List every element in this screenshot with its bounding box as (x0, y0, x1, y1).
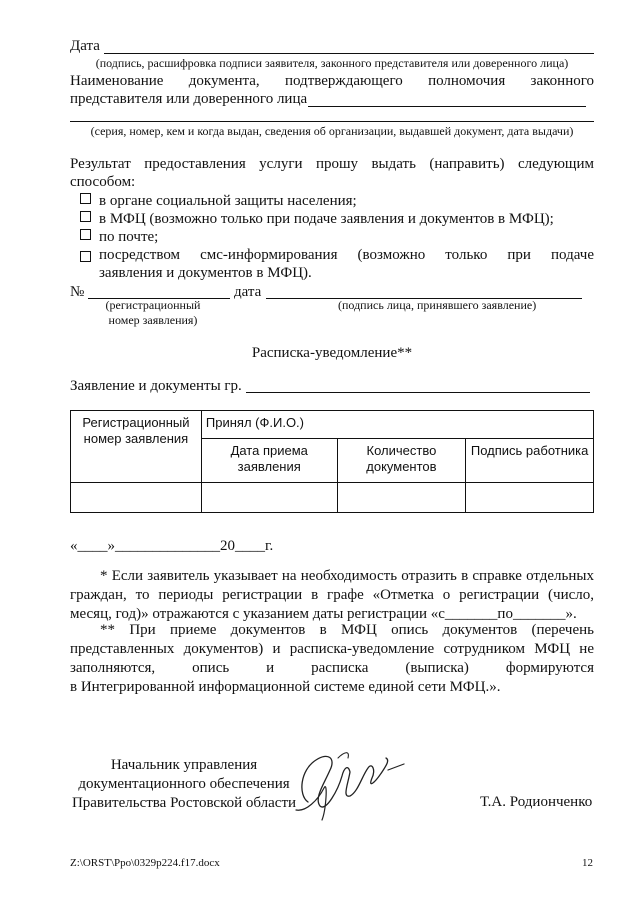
col-count: Количество документов (337, 439, 466, 483)
option-mfc[interactable]: в МФЦ (возможно только при подаче заявления и документов в МФЦ); (80, 210, 554, 229)
date-signature-line (104, 53, 594, 54)
checkbox-icon[interactable] (80, 251, 91, 262)
receipt-title: Расписка-уведомление** (251, 345, 413, 361)
col-reg-number: Регистрационный номер заявления (71, 411, 202, 483)
registration-table (70, 410, 594, 513)
doc-caption: (серия, номер, кем и когда выдан, сведения об организации, выдавшей документ, дата выдачи) (90, 124, 574, 138)
checkbox-icon[interactable] (80, 211, 91, 222)
footer-path: Z:\ORST\Ppo\0329p224.f17.docx (70, 857, 220, 869)
date-label: Дата (70, 38, 100, 54)
option-post[interactable]: по почте; (80, 228, 158, 247)
reg-date-label: дата (234, 284, 262, 300)
reg-number-label: № (70, 284, 85, 300)
signatory-name: Т.А. Родионченко (480, 794, 593, 810)
doc-details-line (70, 121, 594, 122)
signature-caption: (подпись, расшифровка подписи заявителя, законного представителя или доверенного лица) (95, 56, 569, 70)
doc-name-line1: Наименование документа, подтверждающего полномочия законного (70, 73, 594, 89)
doc-name-line (308, 106, 586, 107)
col-sign: Подпись работника (466, 439, 594, 483)
checkbox-icon[interactable] (80, 193, 91, 204)
note-2: ** При приеме документов в МФЦ опись документов (перечень представленных документов) и расписка-уведомление сотрудником МФЦ не заполняются, опись и расписка (выписка) формируются в Интегрированной информационной системе единой сети МФЦ.». (70, 622, 594, 695)
page-number: 12 (582, 857, 593, 869)
doc-name-line2: представителя или доверенного лица (70, 91, 308, 107)
receipt-docs-label: Заявление и документы гр. (70, 378, 242, 394)
cell-sign[interactable] (466, 483, 594, 513)
checkbox-icon[interactable] (80, 229, 91, 240)
date-line: «____»______________20____г. (70, 538, 274, 554)
receipt-docs-line (246, 392, 590, 393)
option-social-protection[interactable]: в органе социальной защиты населения; (80, 192, 357, 211)
cell-count[interactable] (337, 483, 466, 513)
col-date: Дата приема заявления (201, 439, 337, 483)
cell-reg-number[interactable] (71, 483, 202, 513)
cell-date[interactable] (201, 483, 337, 513)
reg-caption: (регистрационный номер заявления) (105, 298, 201, 327)
result-intro-line1: Результат предоставления услуги прошу выдать (направить) следующим (70, 156, 594, 172)
signatory-position: Начальник управления документационного обеспечения Правительства Ростовской области (71, 757, 297, 811)
handwritten-signature-icon (278, 740, 408, 825)
result-intro-line2: способом: (70, 174, 136, 190)
col-accepted: Принял (Ф.И.О.) (201, 411, 593, 439)
option-sms[interactable]: посредством смс-информирования (возможно только при подаче (80, 246, 594, 265)
note-1: * Если заявитель указывает на необходимость отразить в справке отдельных граждан, то периоды регистрации в графе «Отметка о регистрации (число, месяц, год)» отражаются с указанием даты регистрации «с_______по_______». (70, 568, 594, 622)
sign-caption: (подпись лица, принявшего заявление) (338, 298, 537, 312)
option-sms-cont: заявления и документов в МФЦ). (99, 265, 312, 281)
